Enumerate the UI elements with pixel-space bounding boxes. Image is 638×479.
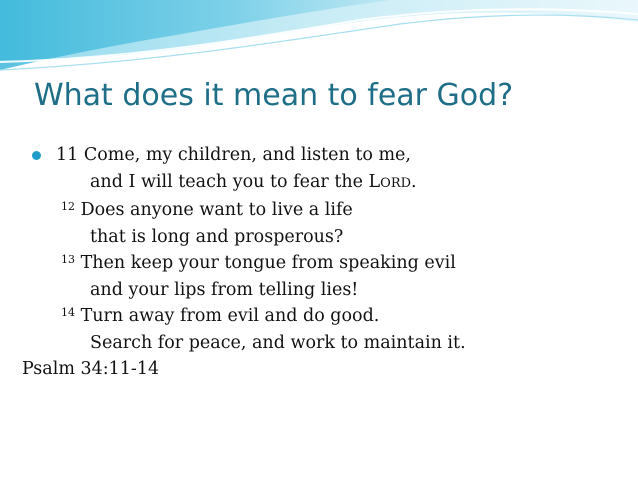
verse-line — [22, 197, 622, 224]
slide-title: What does it mean to fear God? — [34, 78, 514, 113]
scripture-reference — [22, 356, 622, 383]
verse-line — [22, 169, 622, 198]
verse-text: Does anyone want to live a life — [75, 200, 353, 220]
verse-text: Search for peace, and work to maintain it. — [90, 332, 466, 353]
verse-line — [22, 142, 622, 169]
lord-small-caps: ORD — [380, 175, 412, 191]
verse-text: 11 Come, my children, and listen to me, — [56, 145, 411, 165]
scripture-body — [22, 142, 622, 383]
verse-text: and I will teach you to fear the L — [90, 171, 381, 192]
lord-tail: . — [411, 171, 417, 192]
reference-text: Psalm 34:11-14 — [22, 359, 160, 379]
bullet-icon — [32, 151, 41, 160]
verse-text: that is long and prosperous? — [90, 226, 344, 247]
wave-header-decoration — [0, 0, 638, 80]
verse-text: and your lips from telling lies! — [90, 279, 359, 300]
verse-line — [22, 330, 622, 357]
verse-number: 13 — [61, 253, 75, 266]
verse-text: Then keep your tongue from speaking evil — [75, 253, 456, 273]
verse-line — [22, 303, 622, 330]
verse-text: Turn away from evil and do good. — [75, 306, 380, 326]
verse-line — [22, 224, 622, 251]
verse-line — [22, 277, 622, 304]
verse-number: 14 — [61, 306, 75, 319]
verse-number: 12 — [61, 200, 75, 213]
verse-line — [22, 250, 622, 277]
